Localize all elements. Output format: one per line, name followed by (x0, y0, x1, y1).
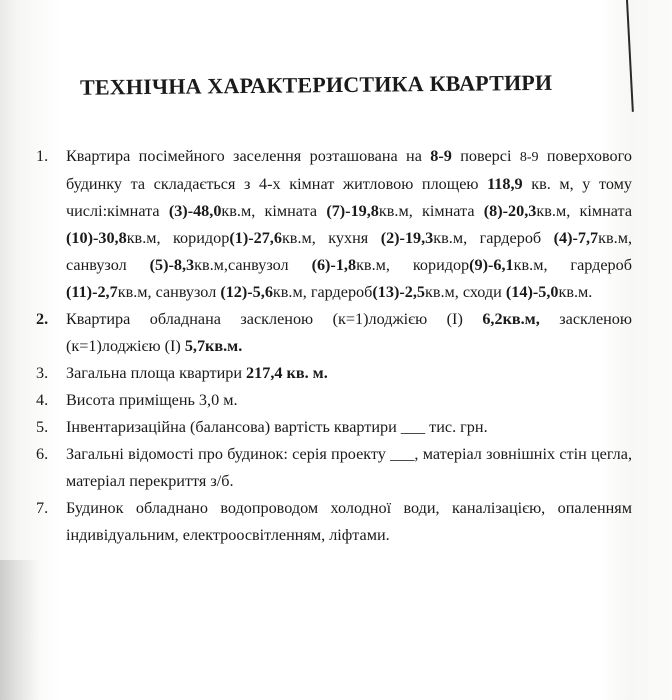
text-run: кв. м, у тому числі:кімната (66, 175, 632, 220)
bold-value: (10)-30,8 (66, 229, 127, 247)
text-run: Загальні відомості про будинок: серія проекту ___, матеріал зовнішніх стін цегла, матеріал перекриття з/б. (66, 445, 632, 490)
text-run: кв.м, санвузол (117, 283, 221, 301)
text-run: Висота приміщень 3,0 м. (66, 391, 238, 409)
item-number: 1. (36, 147, 49, 165)
text-run: кв.м, коридор (126, 229, 230, 247)
text-run: кв.м, кімната (378, 202, 484, 220)
bold-value: 5,7кв.м. (184, 337, 243, 355)
bold-value: (5)-8,3 (149, 256, 195, 274)
item-text (66, 364, 328, 382)
bold-value: 8-9 (430, 147, 452, 165)
list-item-total-area (36, 360, 632, 387)
text-run: кв.м, кімната (221, 202, 327, 220)
text-run: кв.м,санвузол (194, 256, 312, 274)
text-run: кв.м, сходи (424, 283, 506, 301)
text-run: Будинок обладнано водопроводом холодної води, каналізацією, опаленням індивідуальним, електроосвітленням, ліфтами. (66, 499, 632, 544)
bold-value: (13)-2,5 (372, 283, 425, 301)
item-text (66, 499, 632, 544)
bold-value: (9)-6,1 (469, 256, 514, 274)
text-run: кв.м, коридор (356, 256, 470, 274)
item-number: 3. (36, 364, 49, 382)
bold-value: 6,2кв.м, (482, 310, 540, 328)
text-run: кв.м, кімната (536, 202, 632, 220)
list-item-ceiling-height (36, 387, 632, 414)
bold-value: 217,4 кв. м. (246, 364, 328, 382)
text-run: кв.м, санвузол (66, 229, 632, 274)
document-body (36, 143, 632, 549)
text-run: поверхового будинку та складається з 4-х кімнат житловою площею (66, 147, 632, 193)
item-number: 6. (36, 445, 49, 463)
text-run: Квартира обладнана заскленою (к=1)лоджією (І) (66, 310, 483, 328)
bold-value: (6)-1,8 (311, 256, 357, 274)
item-text (66, 445, 632, 490)
bold-value: (1)-27,6 (229, 229, 282, 247)
list-item-loggias (36, 306, 632, 360)
list-item-building-info (36, 441, 632, 495)
characteristics-list (36, 143, 632, 549)
item-number: 2. (36, 310, 49, 328)
text-run: кв.м. (558, 283, 593, 301)
bold-value: (4)-7,7 (553, 229, 599, 247)
text-run: Квартира посімейного заселення розташована на (66, 147, 431, 165)
list-item-utilities (36, 495, 632, 549)
item-text (66, 310, 632, 355)
text-run: Інвентаризаційна (балансова) вартість квартири ___ тис. грн. (66, 418, 488, 436)
bold-value: (14)-5,0 (505, 283, 559, 301)
text-run: поверсі (451, 147, 520, 165)
page-fold-line (626, 0, 633, 112)
list-item-inventory-value (36, 414, 632, 441)
item-number: 7. (36, 499, 49, 517)
bold-value: (8)-20,3 (483, 202, 537, 220)
item-text (66, 418, 488, 436)
text-run: кв.м, гардероб (513, 256, 632, 274)
text-run: заскленою (к=1)лоджією (І) (66, 310, 632, 355)
text-run: кв.м, гардероб (272, 283, 373, 301)
bold-value: (7)-19,8 (326, 202, 379, 220)
bold-value: (3)-48,0 (168, 202, 222, 220)
page-edge-shadow (0, 560, 40, 700)
item-text (66, 391, 238, 409)
item-number: 5. (36, 418, 49, 436)
text-run: Загальна площа квартири (66, 364, 247, 382)
bold-value: (11)-2,7 (66, 283, 118, 301)
bold-value: (2)-19,3 (380, 229, 434, 247)
text-run: 8-9 (519, 150, 539, 165)
item-number: 4. (36, 391, 49, 409)
text-run: кв.м, гардероб (433, 229, 554, 247)
text-run: кв.м, кухня (281, 229, 381, 247)
list-item-floor-and-rooms (36, 143, 632, 306)
document-title: ТЕХНІЧНА ХАРАКТЕРИСТИКА КВАРТИРИ (79, 69, 553, 100)
item-text (66, 147, 632, 301)
bold-value: 118,9 (487, 175, 523, 193)
bold-value: (12)-5,6 (220, 283, 273, 301)
